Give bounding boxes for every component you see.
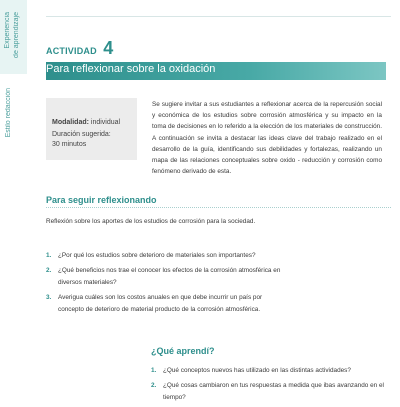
item-text: ¿Qué beneficios nos trae el conocer los efectos de la corrosión atmosférica en diversos materiales? [58,267,281,286]
activity-label: ACTIVIDAD [46,46,97,56]
section-heading-reflexionando: Para seguir reflexionando [46,195,157,205]
list-item [46,250,286,262]
section-heading-que-aprendi: ¿Qué aprendí? [151,346,215,356]
modalidad-label: Modalidad: [52,119,89,126]
activity-number: 4 [103,38,114,58]
modalidad-value: individual [90,119,121,126]
sidebar-label-estilo: Estilo redacción [5,88,12,138]
duracion-label: Duración sugerida: [52,131,111,138]
intro-paragraph: Se sugiere invitar a sus estudiantes a reflexionar acerca de la repercusión social y económica de los estudios sobre corrosión atmosférica y su impacto en la toma de decisiones en lo referido a la elección de los materiales de construcción. A continuación se invita a destacar las ideas clave del trabajo realizado en el desarrollo de la guía, identificando sus debilidades y fortalezas, realizando un mapa de las relaciones conceptuales sobre oxido - reducción y corrosión como fenómeno derivado de esta. [152,101,382,176]
section-paragraph: Reflexión sobre los aportes de los estudios de corrosión para la sociedad. [46,218,256,225]
activity-header [46,38,113,59]
item-text: ¿Qué cosas cambiaron en tus respuestas a medida que ibas avanzando en el tiempo? [163,382,384,401]
item-number: 1. [151,367,157,374]
sidebar-label-experiencia: Experiencia [4,12,11,49]
list-item [151,380,386,404]
top-divider [46,16,391,17]
info-box [46,98,137,160]
duracion-value: 30 minutos [52,141,87,148]
sidebar-label-aprendizaje: de aprendizaje [13,12,20,58]
item-number: 3. [46,294,52,301]
title-bar [46,62,386,80]
question-list [46,250,286,319]
list-item [46,292,286,316]
learning-list [151,365,386,407]
item-text: ¿Qué conceptos nuevos has utilizado en las distintas actividades? [163,367,351,374]
page-title: Para reflexionar sobre la oxidación [46,63,216,75]
item-number: 1. [46,252,52,259]
item-number: 2. [46,267,52,274]
item-text: Averigua cuáles son los costos anuales en que debe incurrir un país por concepto de deterioro de material producto de la corrosión atmosférica. [58,294,263,313]
list-item [46,265,286,289]
modalidad-row [52,118,120,127]
item-text: ¿Por qué los estudios sobre deterioro de materiales son importantes? [58,252,256,259]
list-item [151,365,386,377]
section-divider [46,207,391,208]
item-number: 2. [151,382,157,389]
